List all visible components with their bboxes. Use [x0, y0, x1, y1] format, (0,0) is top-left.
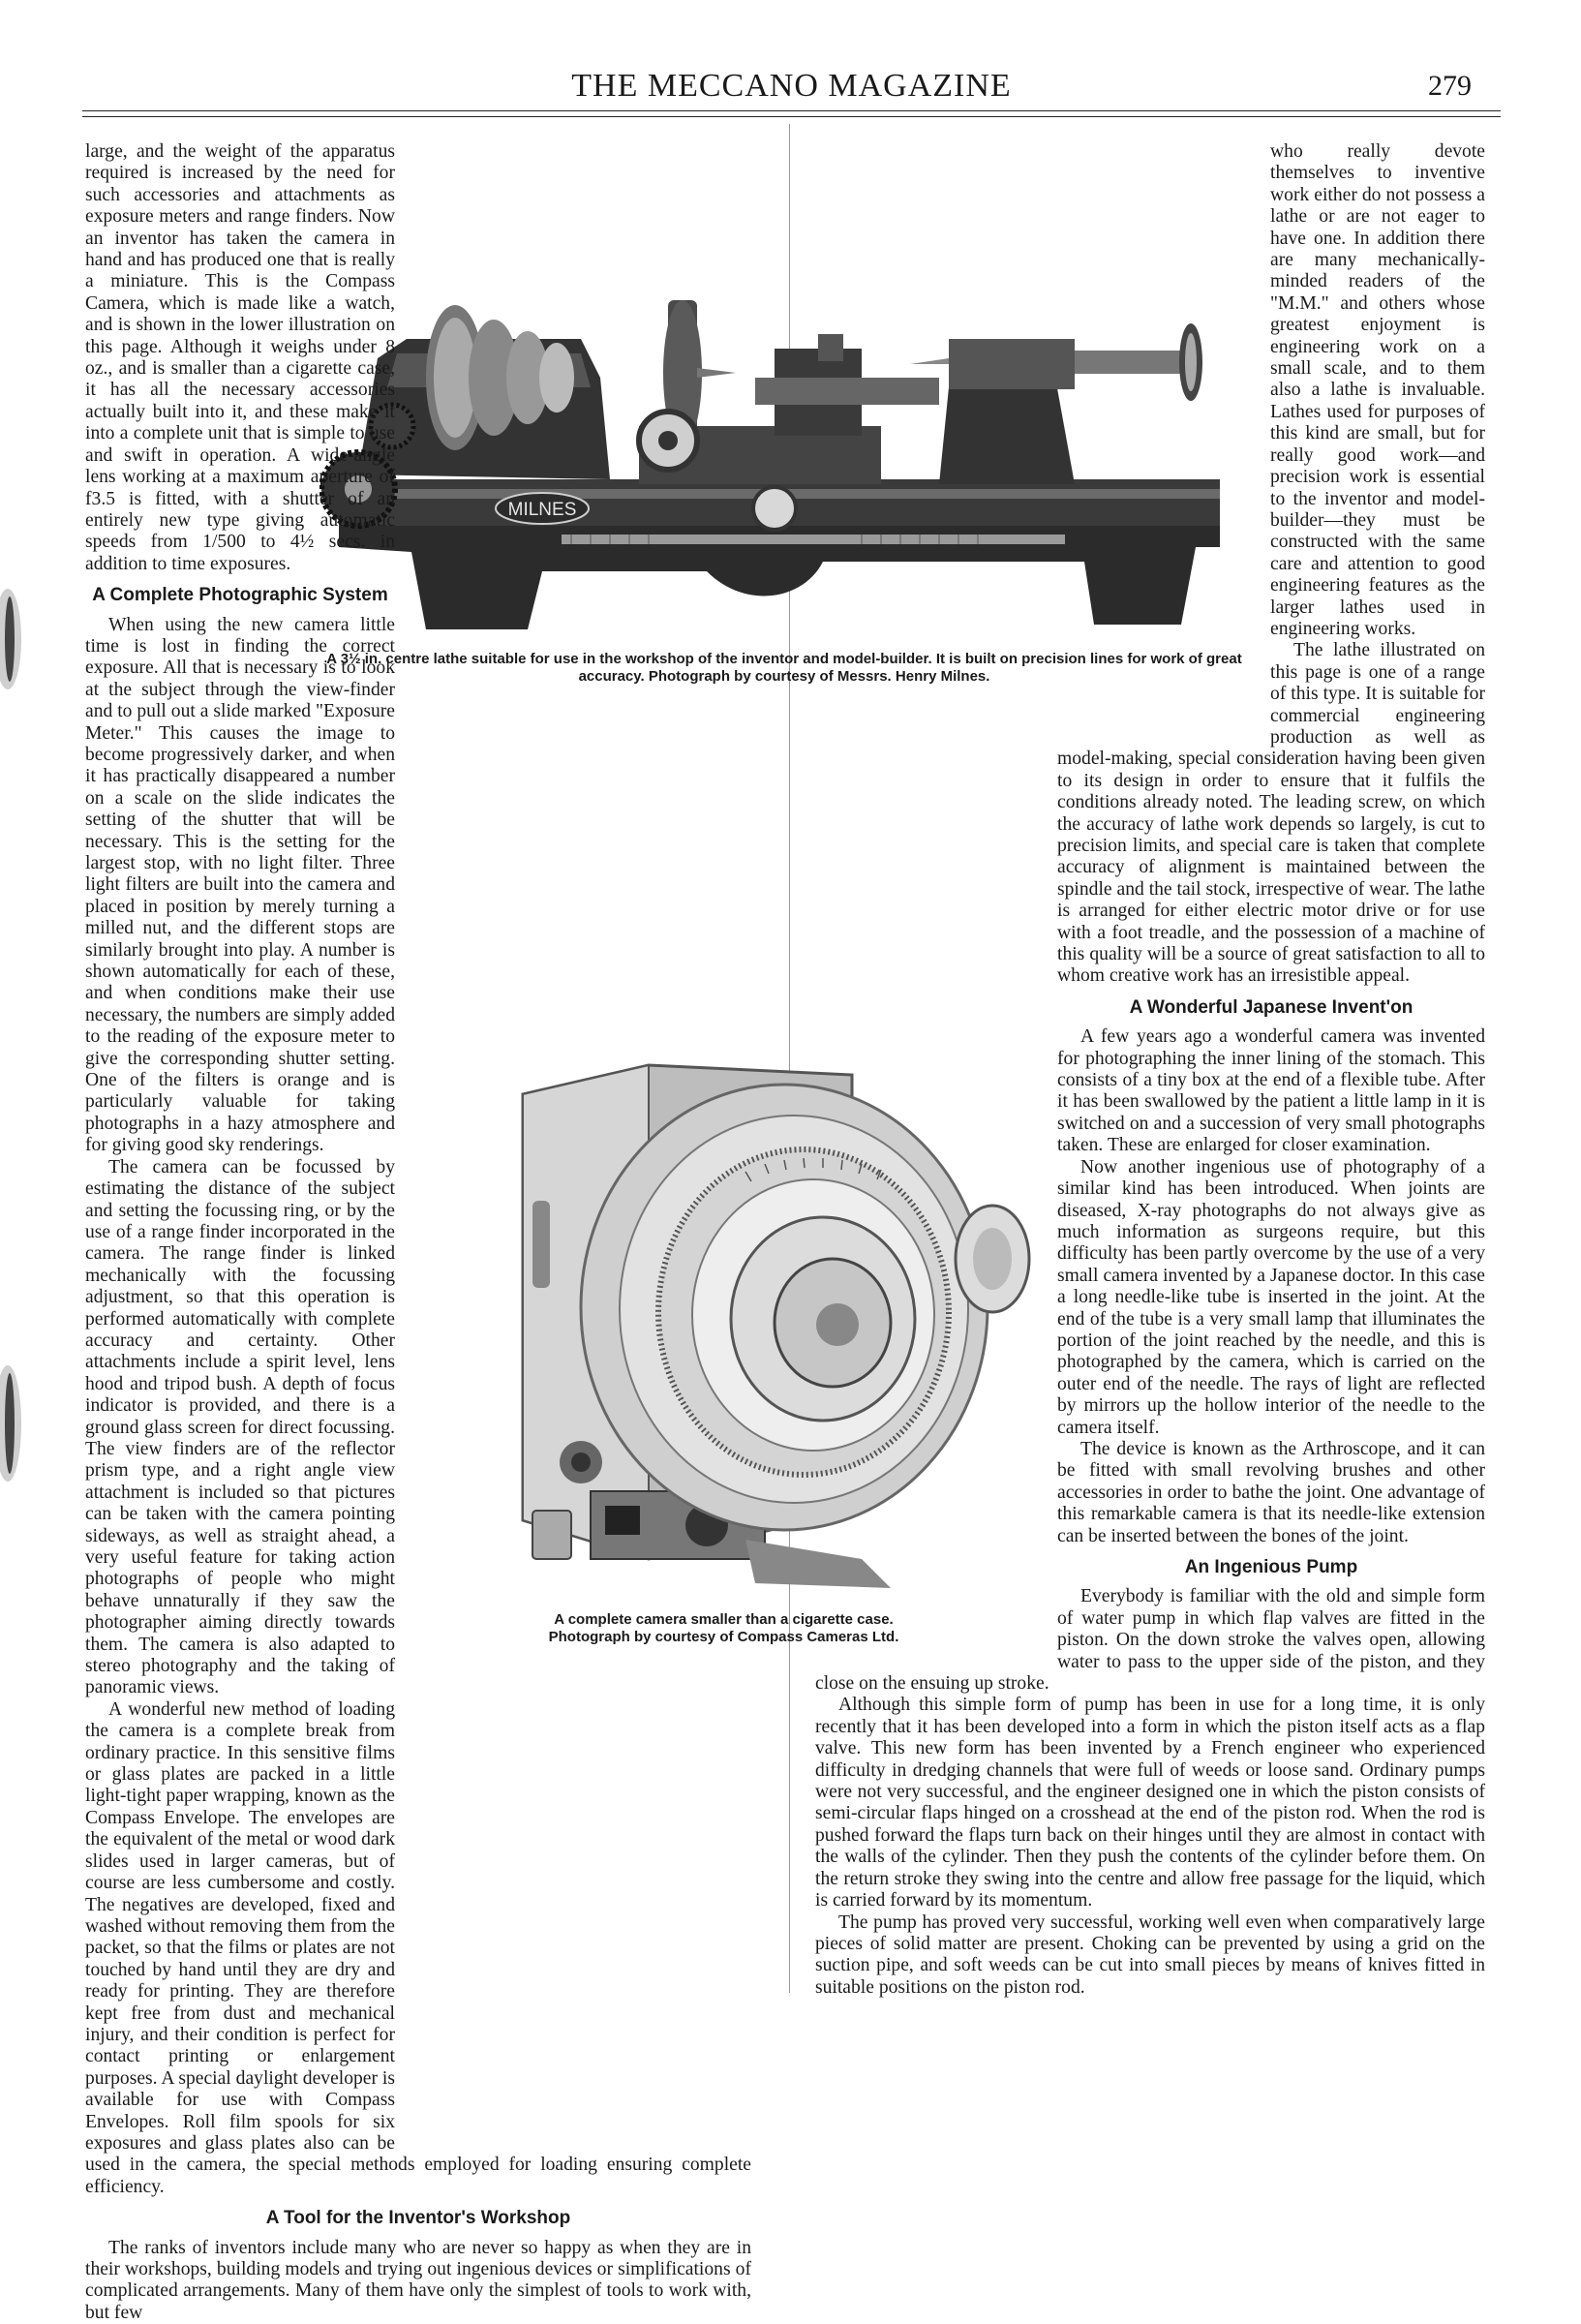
- page-number: 279: [1428, 70, 1472, 102]
- header-rule-top: [82, 110, 1501, 111]
- heading-inventors-workshop: A Tool for the Inventor's Workshop: [265, 2208, 571, 2229]
- lathe-caption: A 3½ in. centre lathe suitable for use in the workshop of the inventor and model-builder. It is built on precision lines for work of great accuracy. Photograph by courtesy of Messrs. Henry Milnes.: [326, 651, 1242, 685]
- binding-hole-mark-bottom: [0, 1356, 39, 1491]
- left-paragraph-3: The camera can be focussed by estimating the distance of the subject and setting the focussing ring, or by the use of a range finder incorporated in the camera. The range finder is linked mechanically with the focussing adjustment, so that this operation is performed automatically with complete accuracy and certainty. Other attachments include a spirit level, lens hood and tripod bush. A depth of focus indicator is provided, and there is a ground glass screen for direct focussing. The view finders are of the reflector prism type, and a right angle view attachment is included so that pictures can be taken with the camera pointing sideways, as well as straight ahead, a very useful feature for taking action photographs of people who might behave unnaturally if they saw the photographer aiming directly towards them. The camera is also adapted to stereo photography and the taking of panoramic views.: [85, 1156, 395, 1698]
- left-paragraph-4: A wonderful new method of loading the camera is a complete break from ordinary practice. In this sensitive films or glass plates are packed in a little light-tight paper wrapping, known as the Compass Envelope. The envelopes are the equivalent of the metal or wood dark slides used in larger cameras, but of course are less cumbersome and costly. The negatives are developed, fixed and washed without removing them from the packet, so that the films or plates are not touched by hand until they are dry and ready for printing. They are therefore kept free from dust and mechanical injury, and their condition is perfect for contact printing or enlargement purposes. A special daylight developer is available for use with Compass Envelopes. Roll film spools for six exposures and glass plates also can be used in the camera, the special methods employed for loading ensuring complete efficiency.: [85, 1698, 751, 2197]
- right-paragraph-7: Although this simple form of pump has been in use for a long time, it is only recently that it has been developed into a form in which the piston itself acts as a flap valve. This new form has been invented by a French engineer who experienced difficulty in dredging channels that were full of weeds or loose sand. Ordinary pumps were not very successful, and the engineer designed one in which the piston consists of semi-circular flaps hinged on a crosshead at the end of the piston rod. When the rod is pushed forward the flaps turn back on their hinges until they are almost in contact with the walls of the cylinder. Then they push the contents of the cylinder before them. On the return stroke they swing into the centre and allow free passage for the liquid, which is carried forward by its momentum.: [815, 1695, 1485, 1911]
- left-paragraph-5: The ranks of inventors include many who are never so happy as when they are in their workshops, building models and trying out ingenious devices or simplifications of complicated arrangements. Many of them have only the simplest of tools to work with, but few: [85, 2237, 751, 2323]
- left-paragraph-1: large, and the weight of the apparatus required is increased by the need for such accessories and attachments as exposure meters and range finders. Now an inventor has taken the camera in hand and has produced one that is really a miniature. This is the Compass Camera, which is made like a watch, and is shown in the lower illustration on this page. Although it weighs under 8 oz., and is smaller than a cigarette case, it has all the necessary accessories actually built into it, and these make it into a complete unit that is simple to use and swift in operation. A wide-angle lens working at a maximum aperture of f3.5 is fitted, with a shutter of an entirely new type giving automatic speeds from 1/500 to 4½ secs. in addition to time exposures.: [85, 141, 395, 574]
- right-paragraph-8: The pump has proved very successful, working well even when comparatively large pieces of solid matter are present. Choking can be prevented by using a grid on the suction pipe, and soft weeds can be cut into small pieces by means of knives fitted in suitable positions on the piston rod.: [815, 1911, 1485, 1998]
- left-paragraph-2: When using the new camera little time is lost in finding the correct exposure. All that is necessary is to look at the subject through the view-finder and to pull out a slide marked "Exposure Meter." This causes the image to become progressively darker, and when it has practically disappeared a number on a scale on the slide indicates the setting of the shutter that will be necessary. This is the setting for the largest stop, with no light filter. Three light filters are built into the camera and placed in position by merely turning a milled nut, and the different stops are similarly brought into play. A number is shown automatically for each of these, and when conditions make their use necessary, the numbers are simply added to the reading of the exposure meter to give the corresponding shutter setting. One of the filters is orange and is particularly valuable for taking photographs in a hazy atmosphere and for giving good sky renderings.: [85, 614, 395, 1156]
- heading-photographic-system: A Complete Photographic System: [92, 585, 388, 606]
- right-paragraph-6: Everybody is familiar with the old and simple form of water pump in which flap valves are fitted in the piston. On the down stroke the valves open, allowing water to pass to the upper side of the piston, and they close on the ensuing up stroke.: [815, 1586, 1485, 1695]
- left-column: [85, 141, 751, 2324]
- lathe-nameplate: MILNES: [507, 500, 577, 520]
- binding-hole-mark-top: [0, 581, 39, 697]
- right-paragraph-5: The device is known as the Arthroscope, and it can be fitted with small revolving brushes and other accessories in order to bathe the joint. One advantage of this remarkable camera is that its needle-like extension can be inserted between the bones of the joint.: [1057, 1438, 1485, 1546]
- right-paragraph-2: The lathe illustrated on this page is one of a range of this type. It is suitable for commercial engineering production as well as model-making, special consideration having been given to its design in order to ensure that it fulfils the conditions already noted. The leading screw, on which the accuracy of lathe work depends so largely, is cut to precision limits, and special care is taken that complete accuracy of alignment is maintained between the spindle and the tail stock, irrespective of wear. The lathe is arranged for either electric motor drive or for use with a foot treadle, and the possession of a machine of this quality will be a source of great satisfaction to all to whom creative work has an irresistible appeal.: [1057, 640, 1485, 987]
- masthead: [82, 68, 1501, 108]
- heading-ingenious-pump: An Ingenious Pump: [1184, 1557, 1358, 1577]
- magazine-title: THE MECCANO MAGAZINE: [571, 68, 1012, 104]
- header-rule-bottom: [82, 116, 1501, 117]
- camera-float-space-left: [395, 1594, 751, 2136]
- right-paragraph-1: who really devote themselves to inventive work either do not possess a lathe or are not eager to have one. In addition there are many mechanically-minded readers of the "M.M." and others whose greatest enjoyment is engineering work on a small scale, and to them also a lathe is invaluable. Lathes used for purposes of this kind are small, but for really good work—and precision work is essential to the inventor and model-builder—they must be constructed with the same care and attention to good engineering features as the larger lathes used in engineering works.: [1270, 141, 1485, 639]
- camera-float-space-right: [815, 1081, 1057, 1667]
- right-paragraph-4: Now another ingenious use of photography of a similar kind has been introduced. When joints are diseased, X-ray photographs do not always give as much information as surgeons require, but this difficulty has been partly overcome by the use of a very small camera invented by a Japanese doctor. In this case a long needle-like tube is inserted in the joint. At the end of the tube is a very small lamp that illuminates the portion of the joint reached by the needle, and this is photographed by the camera, which is carried on the outer end of the needle. The rays of light are reflected by mirrors up the hollow interior of the needle to the camera itself.: [1057, 1156, 1485, 1438]
- lathe-float-space-right: [815, 314, 1270, 732]
- heading-japanese-invention: A Wonderful Japanese Invent'on: [1129, 996, 1414, 1018]
- camera-caption: A complete camera smaller than a cigarette case. Photograph by courtesy of Compass Cameras Ltd.: [548, 1611, 899, 1645]
- right-paragraph-3: A few years ago a wonderful camera was invented for photographing the inner lining of the stomach. This consists of a tiny box at the end of a flexible tube. After it has been swallowed by the patient a little lamp in it is switched on and a succession of very small photographs taken. These are enlarged for closer examination.: [1057, 1026, 1485, 1156]
- right-column: [815, 141, 1485, 1999]
- lathe-float-space: [395, 141, 751, 645]
